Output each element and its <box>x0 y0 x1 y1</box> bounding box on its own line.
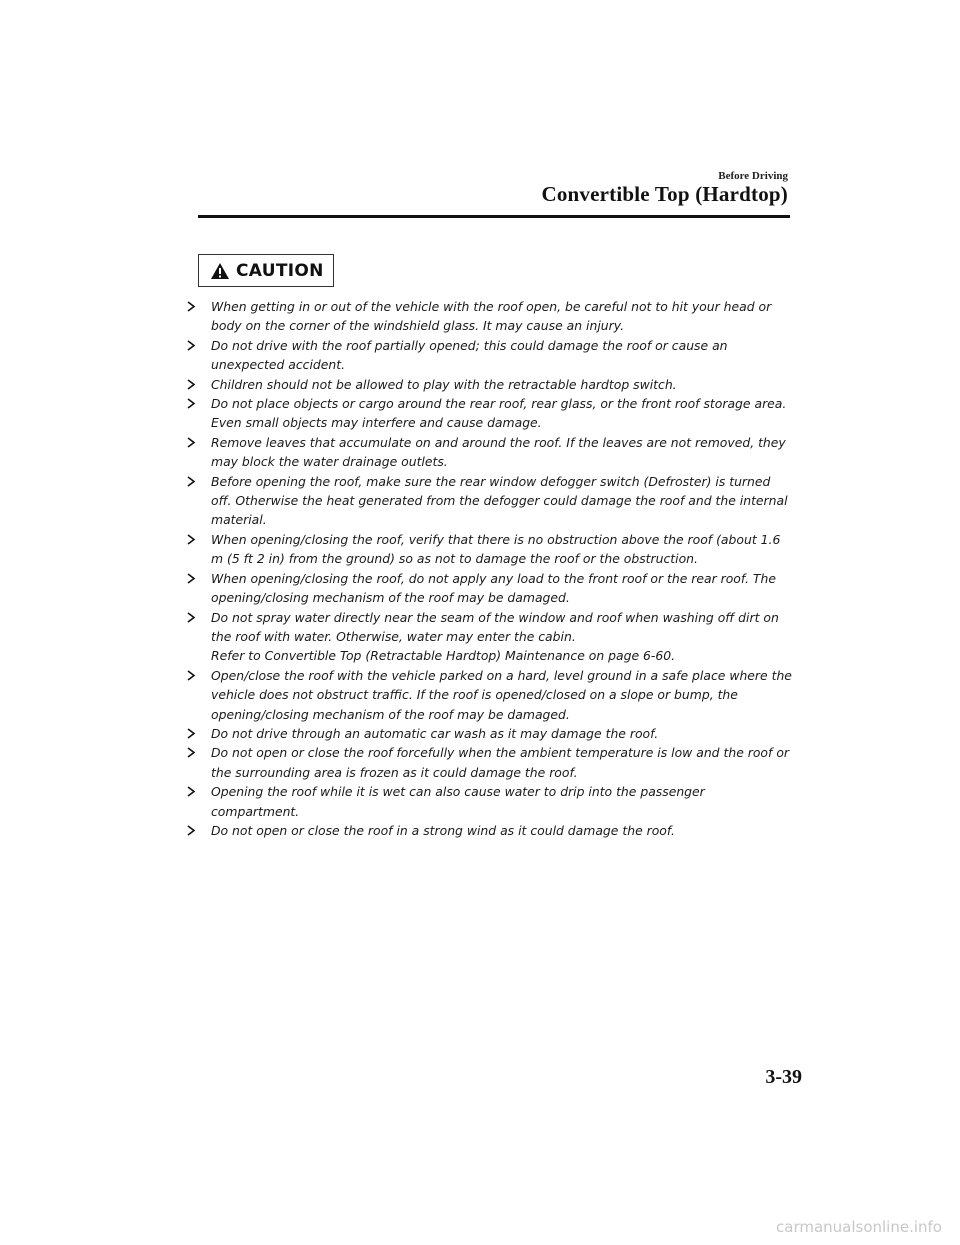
caution-item-text: When opening/closing the roof, verify that there is no obstruction above the roof (about 1.6 m (5 ft 2 in) from the ground) so as not to damage the roof or the obstruction. <box>211 531 781 567</box>
caution-item-text: When getting in or out of the vehicle with the roof open, be careful not to hit your head or body on the corner of the windshield glass. It may cause an injury. <box>211 299 772 334</box>
caution-item-text: Opening the roof while it is wet can also cause water to drip into the passenger compartment. <box>211 784 705 819</box>
caution-item <box>186 782 792 821</box>
caution-item <box>186 724 792 743</box>
caution-item-text: When opening/closing the roof, do not apply any load to the front roof or the rear roof. The opening/closing mechanism of the roof may be damaged. <box>211 570 776 606</box>
caution-item-text: Do not open or close the roof in a strong wind as it could damage the roof. <box>211 822 675 838</box>
arrowhead-bullet-icon <box>186 472 198 497</box>
caution-item <box>186 569 792 608</box>
page-reference: Refer to Convertible Top (Retractable Hardtop) Maintenance on page 6-60. <box>211 648 676 664</box>
caution-item-text: Open/close the roof with the vehicle parked on a hard, level ground in a safe place where the vehicle does not obstruct traffic. If the roof is opened/closed on a slope or bump, the opening/closing mechanism of the roof may be damaged. <box>211 667 792 722</box>
caution-item-text: Do not place objects or cargo around the rear roof, rear glass, or the front roof storage area. Even small objects may interfere and cause damage. <box>211 396 787 431</box>
arrowhead-bullet-icon <box>186 530 198 555</box>
caution-item-text: Children should not be allowed to play with the retractable hardtop switch. <box>211 376 677 392</box>
arrowhead-bullet-icon <box>186 821 198 846</box>
caution-item <box>186 336 792 375</box>
section-label: Before Driving <box>718 170 788 182</box>
caution-item-text: Do not spray water directly near the seam of the window and roof when washing off dirt on the roof with water. Otherwise, water may enter the cabin. <box>211 609 779 644</box>
caution-item-text: Do not drive through an automatic car wash as it may damage the roof. <box>211 725 659 741</box>
arrowhead-bullet-icon <box>186 569 198 594</box>
caution-item <box>186 433 792 472</box>
caution-item <box>186 743 792 782</box>
arrowhead-bullet-icon <box>186 743 198 768</box>
caution-item-text: Do not drive with the roof partially opened; this could damage the roof or cause an unexpected accident. <box>211 337 728 373</box>
arrowhead-bullet-icon <box>186 608 198 633</box>
caution-item <box>186 394 792 433</box>
caution-item-text: Do not open or close the roof forcefully when the ambient temperature is low and the roof or the surrounding area is frozen as it could damage the roof. <box>211 745 789 780</box>
caution-label: CAUTION <box>236 260 324 281</box>
header-divider <box>198 215 790 218</box>
arrowhead-bullet-icon <box>186 666 198 691</box>
arrowhead-bullet-icon <box>186 433 198 458</box>
caution-item <box>186 821 792 840</box>
arrowhead-bullet-icon <box>186 336 198 361</box>
caution-item <box>186 608 792 666</box>
caution-item-text: Before opening the roof, make sure the rear window defogger switch (Defroster) is turned off. Otherwise the heat generated from the defogger could damage the roof and the internal material. <box>211 473 788 528</box>
caution-item-text: Remove leaves that accumulate on and around the roof. If the leaves are not removed, they may block the water drainage outlets. <box>211 434 786 470</box>
arrowhead-bullet-icon <box>186 782 198 807</box>
caution-list <box>186 297 792 840</box>
arrowhead-bullet-icon <box>186 394 198 419</box>
caution-item <box>186 375 792 394</box>
page-number: 3-39 <box>765 1066 802 1088</box>
caution-item <box>186 472 792 530</box>
watermark: carmanualsonline.info <box>776 1218 942 1236</box>
caution-item <box>186 666 792 724</box>
caution-item <box>186 297 792 336</box>
caution-banner <box>198 254 334 287</box>
warning-triangle-icon <box>210 262 230 280</box>
caution-item <box>186 530 792 569</box>
page-title: Convertible Top (Hardtop) <box>541 182 788 206</box>
arrowhead-bullet-icon <box>186 297 198 322</box>
